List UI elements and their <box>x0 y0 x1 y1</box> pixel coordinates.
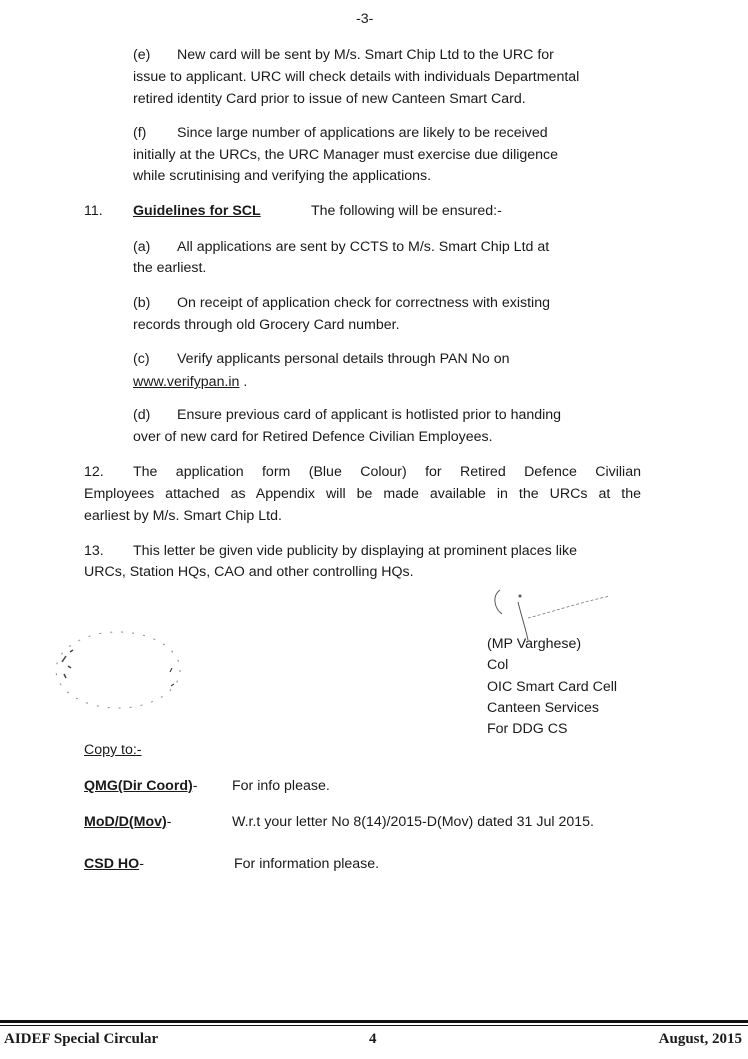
copy-to-note: For information please. <box>234 856 380 872</box>
seal-stamp <box>40 622 200 722</box>
copy-to-entry <box>84 777 198 795</box>
footer-publication: AIDEF Special Circular <box>4 1031 159 1047</box>
signatory-rank: Col <box>487 657 509 673</box>
signatory-line1: OIC Smart Card Cell <box>487 679 618 695</box>
para-11b-label: (b) <box>133 295 151 311</box>
para-12-number: 12. <box>84 464 104 480</box>
copy-to-addressee: CSD HO <box>84 856 140 872</box>
para-11a-label: (a) <box>133 239 151 255</box>
verifypan-link[interactable]: www.verifypan.in <box>133 374 240 390</box>
footer-date: August, 2015 <box>658 1031 742 1047</box>
para-11d-line1: Ensure previous card of applicant is hotlisted prior to handing <box>177 407 562 423</box>
para-11-heading: Guidelines for SCL <box>133 203 261 219</box>
signatory-name: (MP Varghese) <box>487 636 582 652</box>
para-11a-line2: the earliest. <box>133 260 207 276</box>
para-e-line2: issue to applicant. URC will check details with individuals Departmental <box>133 69 580 85</box>
para-11d-label: (d) <box>133 407 151 423</box>
copy-to-suffix: - <box>139 856 144 872</box>
signatory-line2: Canteen Services <box>487 700 599 716</box>
copy-to-entry <box>84 813 171 831</box>
copy-to-suffix: - <box>166 814 172 830</box>
para-11b-line1: On receipt of application check for correctness with existing <box>177 295 550 311</box>
para-11-number: 11. <box>84 203 103 219</box>
copy-to-note: For info please. <box>232 778 330 794</box>
footer-page-number: 4 <box>369 1031 377 1047</box>
para-11b-line2: records through old Grocery Card number. <box>133 317 400 333</box>
para-12-line1: The application form (Blue Colour) for Retired Defence Civilian <box>133 464 641 480</box>
para-11c-label: (c) <box>133 351 150 367</box>
signatory-line3: For DDG CS <box>487 721 568 737</box>
para-13-line1: This letter be given vide publicity by displaying at prominent places like <box>133 543 577 559</box>
copy-to-suffix: - <box>192 778 198 794</box>
para-12-line3: earliest by M/s. Smart Chip Ltd. <box>84 508 282 524</box>
footer-rule-thick <box>0 1020 748 1023</box>
para-11c-line2-suffix: . <box>243 374 248 390</box>
para-e-label: (e) <box>133 47 151 63</box>
para-f-line1: Since large number of applications are likely to be received <box>177 125 548 141</box>
footer-rule-thin <box>0 1025 748 1026</box>
copy-to-entry <box>84 855 144 873</box>
para-f-label: (f) <box>133 125 147 141</box>
para-13-number: 13. <box>84 543 104 559</box>
para-11c-line1: Verify applicants personal details through PAN No on <box>177 351 510 367</box>
para-11c-line2 <box>133 373 247 391</box>
para-11a-line1: All applications are sent by CCTS to M/s. Smart Chip Ltd at <box>177 239 550 255</box>
para-13-line2: URCs, Station HQs, CAO and other controlling HQs. <box>84 564 414 580</box>
para-e-line3: retired identity Card prior to issue of new Canteen Smart Card. <box>133 91 526 107</box>
para-11-intro: The following will be ensured:- <box>311 203 502 219</box>
copy-to-label: Copy to:- <box>84 742 142 758</box>
para-f-line3: while scrutinising and verifying the applications. <box>133 168 432 184</box>
para-f-line2: initially at the URCs, the URC Manager must exercise due diligence <box>133 147 559 163</box>
para-e-line1: New card will be sent by M/s. Smart Chip Ltd to the URC for <box>177 47 554 63</box>
copy-to-addressee: MoD/D(Mov) <box>84 814 167 830</box>
page-number: -3- <box>356 11 374 27</box>
copy-to-note: W.r.t your letter No 8(14)/2015-D(Mov) dated 31 Jul 2015. <box>232 814 594 830</box>
para-11d-line2: over of new card for Retired Defence Civilian Employees. <box>133 429 493 445</box>
copy-to-addressee: QMG(Dir Coord) <box>84 778 193 794</box>
para-12-line2: Employees attached as Appendix will be made available in the URCs at the <box>84 486 641 502</box>
